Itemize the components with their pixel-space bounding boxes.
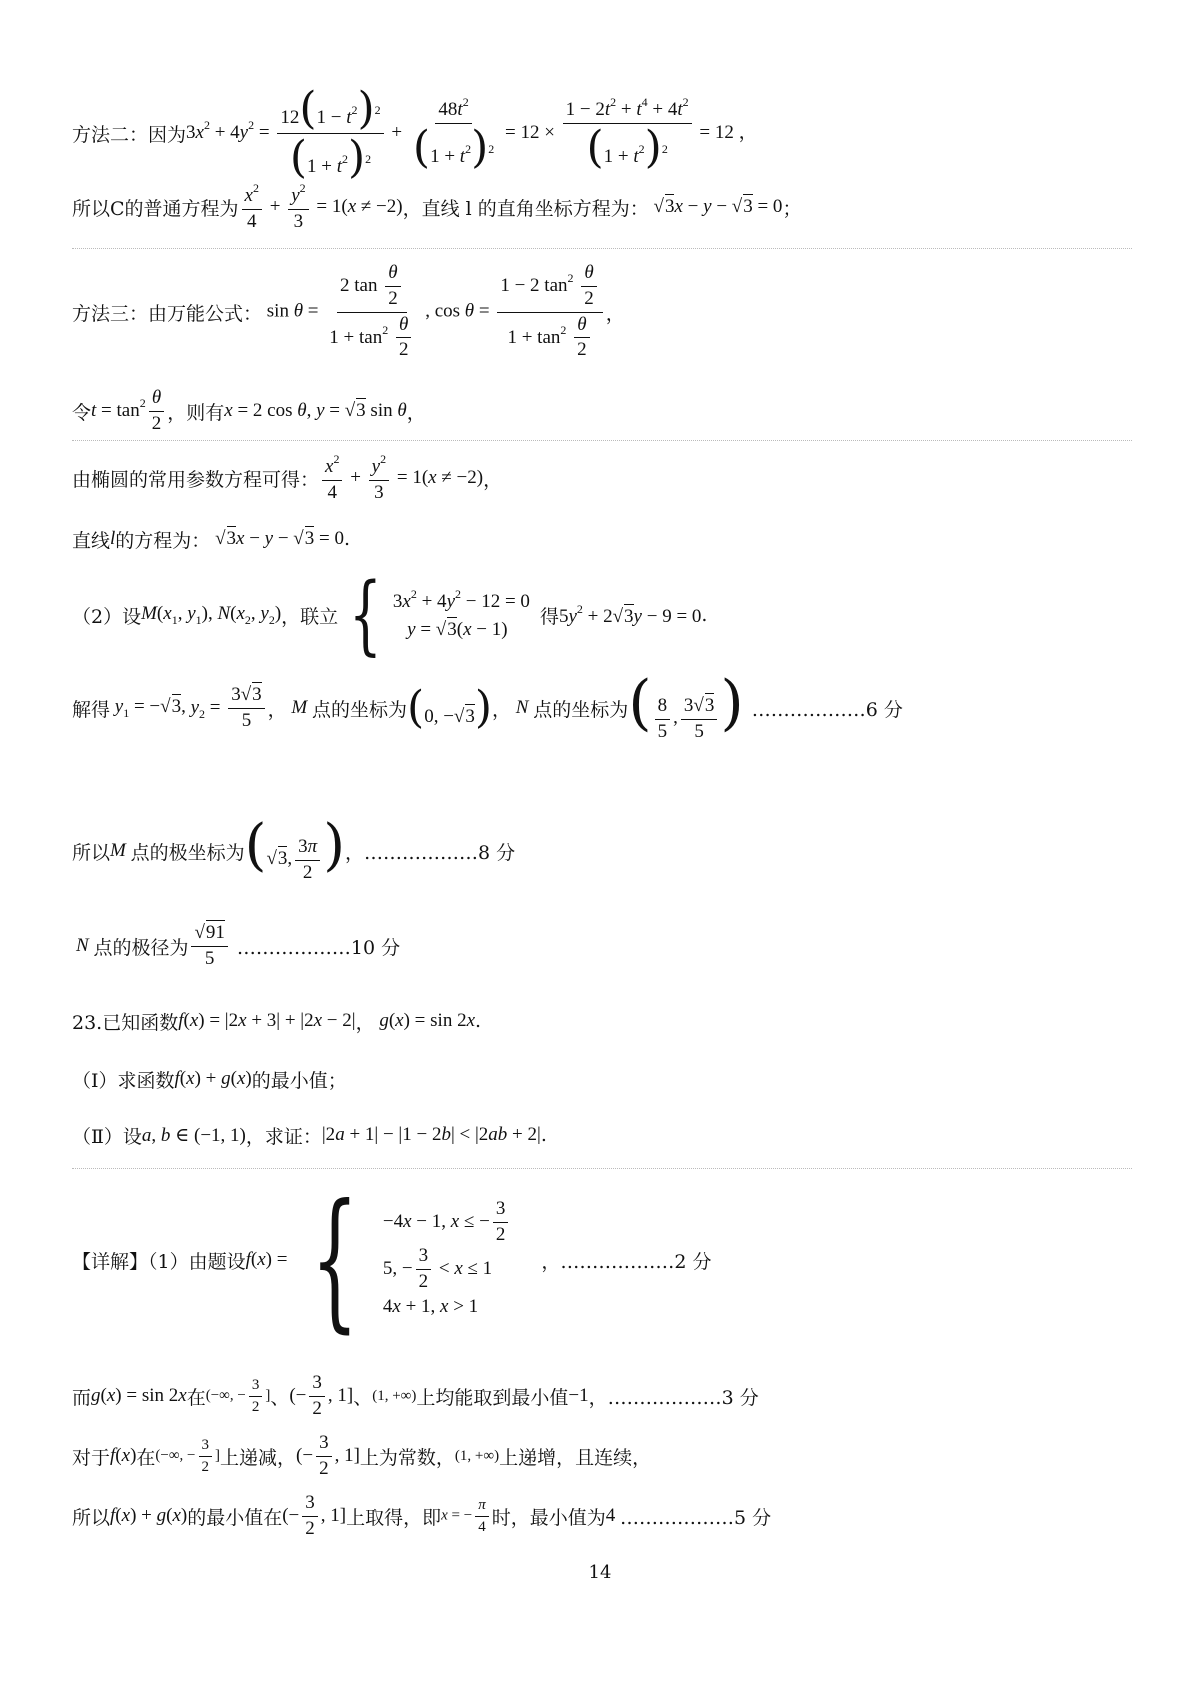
parametric-equations: x = 2 cos θ, y = √3 sin θ	[224, 400, 407, 421]
points-mn: $M(x_1$, $y_1$), $N(x_2$, $y_2$)	[141, 602, 282, 627]
decreasing-text: 上递减，	[220, 1446, 297, 1469]
m-symbol: M	[110, 840, 131, 861]
solution-points-line	[72, 668, 903, 744]
score-10: ………………10 分	[236, 936, 401, 959]
n-polar-radius-line	[76, 912, 400, 980]
interval-2b: (− $\frac{3}{2}$ , 1]	[296, 1431, 360, 1479]
min-value-neg1: −1	[568, 1385, 589, 1406]
constant-text: 上为常数，	[359, 1446, 455, 1469]
divider	[72, 440, 1132, 441]
part-1-text: （Ⅰ）求函数	[72, 1069, 175, 1092]
semicolon: ；	[782, 197, 802, 220]
system-brace: {	[349, 565, 382, 665]
g-definition-2: g(x) = sin 2x	[91, 1385, 187, 1406]
divider	[72, 1168, 1132, 1169]
score-3: ，………………3 分	[588, 1386, 759, 1409]
method-three-line	[72, 252, 625, 372]
obtain-text: 得	[539, 605, 559, 628]
line-l-equation-line	[72, 522, 350, 556]
period: .	[701, 604, 708, 626]
n-symbol: N	[511, 697, 534, 718]
piecewise-brace: {	[311, 1173, 360, 1347]
in-text: 在	[136, 1446, 156, 1469]
interval-3: (1, +∞)	[372, 1387, 417, 1404]
x-value: x = − $\frac{\pi}{4}$	[441, 1497, 492, 1535]
score-2: ，………………2 分	[541, 1250, 712, 1273]
m-polar-line	[72, 813, 516, 884]
substitution-line	[72, 384, 426, 438]
separator: 、	[270, 1386, 290, 1409]
part-2-text: （Ⅱ）设	[72, 1125, 142, 1148]
line-equation: √3x − y − √3 = 0	[648, 196, 783, 217]
n-coordinates: ( $\frac{8}{5}$ , $\frac{3√3}{5}$ )	[628, 668, 744, 742]
line-text: 直线	[72, 529, 111, 552]
method-three-text: 方法三：由万能公式：	[72, 302, 263, 325]
g-definition: g(x) = sin 2x	[379, 1010, 476, 1031]
then-text: ，则有	[167, 401, 225, 424]
y1-value: $y_1 = -√3$,	[114, 695, 186, 720]
quadratic-y: $5y^2 + 2√3y - 9 = 0$	[558, 602, 702, 627]
f-definition: f(x) = |2x + 3| + |2x − 2|	[178, 1010, 356, 1031]
comma: ，	[406, 401, 426, 424]
m-polar-coordinates: (√3, $\frac{3\pi}{2}$ )	[244, 813, 346, 883]
f-plus-g-2: f(x) + g(x)	[110, 1505, 188, 1526]
solution-monotonic-line	[72, 1428, 651, 1484]
solution-intro-text: 【详解】（1）由题设	[72, 1250, 246, 1273]
method-two-text: 方法二：因为	[72, 123, 187, 146]
comma: ，	[492, 698, 512, 721]
question-23-part-2	[72, 1118, 547, 1152]
method-two-line	[72, 82, 758, 183]
score-8: ，………………8 分	[345, 841, 516, 864]
score-6: ………………6 分	[751, 698, 903, 721]
reach-min-text: 上均能取到最小值	[416, 1386, 569, 1409]
m-coordinates: (0, −√3)	[407, 682, 493, 733]
min-value-4: 4	[605, 1505, 620, 1526]
interval-2: (− $\frac{3}{2}$ , 1]	[289, 1371, 354, 1419]
interval-2c: (− $\frac{3}{2}$ , 1]	[282, 1491, 347, 1539]
solution-piecewise-line	[72, 1172, 711, 1348]
interval-1: (−∞, − $\frac{3}{2}$ ]	[205, 1377, 271, 1415]
polar-radius-text: 点的极径为	[93, 936, 189, 959]
ellipse-equation: $\frac{x^2}{4}$ + $\frac{y^2}{3}$ = 1(x ≠ −2)	[239, 182, 403, 233]
n-symbol: N	[76, 935, 94, 956]
separator: 、	[353, 1386, 373, 1409]
question-23-line	[72, 1004, 481, 1038]
question-23-text: 23.已知函数	[72, 1011, 179, 1034]
ellipse-equation-2: $\frac{x^2}{4}$ + $\frac{y^2}{3}$ = 1(x ≠ −2)	[319, 453, 483, 504]
ellipse-param-line	[72, 450, 502, 506]
ellipse-param-text: 由椭圆的常用参数方程可得：	[72, 468, 320, 491]
n-polar-radius: $\frac{√91}{5}$	[188, 923, 230, 970]
min-in-text: 的最小值在	[187, 1506, 283, 1529]
solution-conclusion-line	[72, 1488, 771, 1544]
interval-1b: (−∞, − $\frac{3}{2}$ ]	[155, 1437, 221, 1475]
period: .	[540, 1124, 547, 1146]
m-symbol: M	[286, 697, 312, 718]
t-definition: $t = \tan^2$ $\frac{\theta}{2}$	[91, 388, 167, 435]
therefore-text: 所以	[72, 841, 111, 864]
l-symbol: l	[110, 528, 116, 549]
equation-system: $3x^2 + 4y^2 - 12 = 0$ y = √3(x − 1)	[392, 587, 530, 640]
increasing-text: 上递增，且连续，	[499, 1446, 652, 1469]
for-text: 对于	[72, 1446, 111, 1469]
let-text: 令	[72, 401, 92, 424]
in-text: 在	[186, 1386, 206, 1409]
period: .	[343, 528, 351, 550]
general-equation-line	[72, 182, 801, 232]
f-x-label: f(x) =	[245, 1249, 288, 1270]
min-value-text: 时，最小值为	[491, 1506, 606, 1529]
piecewise-cases: −4x − 1, x ≤ − $\frac{3}{2}$ 5, − $\frac{3}{2}$ < x ≤ 1 4x + 1, x > 1	[383, 1199, 511, 1320]
general-equation-text: 所以C的普通方程为	[72, 197, 239, 220]
combine-text: ，联立	[281, 605, 339, 628]
y2-value: $y_2$ = $\frac{3√3}{5}$	[186, 685, 268, 732]
comma: ，	[605, 302, 625, 325]
n-coordinate-text: 点的坐标为	[533, 698, 629, 721]
equation-is-text: 的方程为：	[115, 529, 211, 552]
solve-text: 解得	[72, 698, 111, 721]
comma: ，	[355, 1011, 375, 1034]
period: .	[475, 1010, 482, 1032]
line-l-equation: √3x − y − √3 = 0	[210, 528, 344, 549]
line-equation-text: ，直线 l 的直角坐标方程为：	[402, 197, 649, 220]
f-plus-g: f(x) + g(x)	[174, 1068, 252, 1089]
f-x: f(x)	[110, 1445, 137, 1466]
comma: ，	[483, 468, 503, 491]
prove-text: ，求证：	[245, 1125, 322, 1148]
and-text: 而	[72, 1386, 92, 1409]
part-two-text: （2）设	[72, 605, 142, 628]
m-coordinate-text: 点的坐标为	[312, 698, 408, 721]
page-number: 14	[588, 1562, 612, 1583]
universal-formula: sin θ = 2 tan $\frac{\theta}{2}$ $1 + \tan^2$ $\frac{\theta}{2}$ , cos θ = 1 − 2 $\tan^2$ $\frac{\theta}{2}$ $1 + \tan^2$ $\frac{\theta}{2}$	[262, 263, 606, 362]
attained-text: 上取得，即	[346, 1506, 442, 1529]
therefore-text: 所以	[72, 1506, 111, 1529]
question-23-part-1	[72, 1062, 347, 1096]
divider	[72, 248, 1132, 249]
part-two-setup-line	[72, 565, 708, 665]
ab-domain: a, b ∈ (−1, 1)	[141, 1124, 246, 1146]
solution-g-min-line	[72, 1368, 759, 1424]
method-two-formula: $3x^2 + 4y^2$ = $\frac{12(1 - t^2)^2}{(1 + t^2)^2}$ + $\frac{48t^2}{(1 + t^2)^2}$ = 12 × $\frac{1 - 2t^2 + t^4 + 4t^2}{(1 + t^2)^2}$ = 12 ，	[186, 82, 758, 183]
minimum-text: 的最小值；	[251, 1069, 347, 1092]
interval-3b: (1, +∞)	[454, 1447, 500, 1464]
inequality: |2a + 1| − |1 − 2b| < |2ab + 2|	[321, 1124, 541, 1145]
comma: ，	[267, 698, 287, 721]
polar-coordinate-text: 点的极坐标为	[130, 841, 245, 864]
score-5: ………………5 分	[619, 1506, 772, 1529]
